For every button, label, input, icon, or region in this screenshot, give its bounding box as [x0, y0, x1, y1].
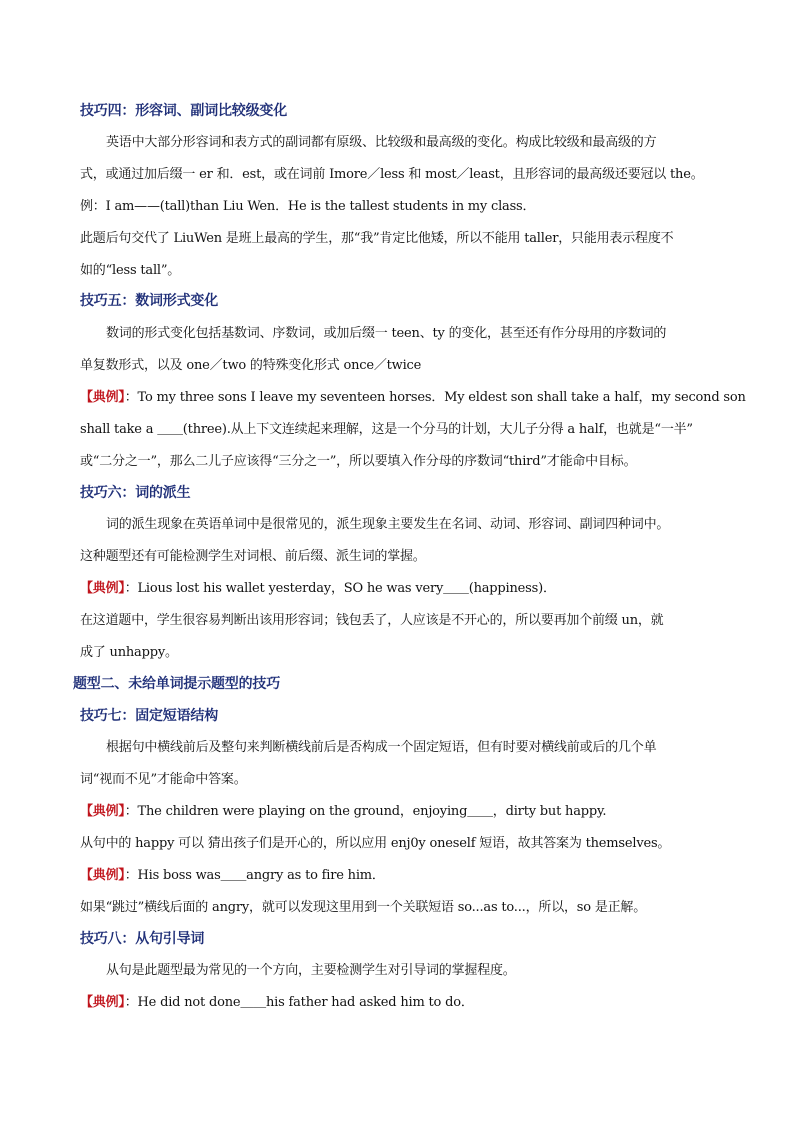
- heading-tip-5: 技巧五：数词形式变化: [80, 293, 218, 309]
- paragraph-line: 成了 unhappy。: [80, 645, 178, 660]
- paragraph-line: 单复数形式，以及 one／two 的特殊变化形式 once／twice: [80, 358, 422, 373]
- example-tag: 【典例】: [80, 995, 125, 1010]
- heading-tip-6: 技巧六：词的派生: [80, 485, 191, 501]
- example-line: [80, 388, 746, 408]
- example-tag: 【典例】: [80, 804, 125, 819]
- paragraph-line: 如果“跳过”横线后面的 angry，就可以发现这里用到一个关联短语 so...as to...，所以，so 是正解。: [80, 900, 647, 915]
- example-tag: 【典例】: [80, 581, 125, 596]
- heading-tip-7: 技巧七：固定短语结构: [80, 708, 218, 724]
- paragraph-line: 从句是此题型最为常见的一个方向，主要检测学生对引导词的掌握程度。: [106, 963, 516, 978]
- paragraph-line: 英语中大部分形容词和表方式的副词都有原级、比较级和最高级的变化。构成比较级和最高级的方: [106, 135, 657, 150]
- heading-tip-4: 技巧四：形容词、副词比较级变化: [80, 103, 287, 119]
- example-text: ：To my three sons I leave my seventeen horses．My eldest son shall take a half，my second son: [124, 390, 746, 405]
- example-text: ：Lious lost his wallet yesterday，SO he was very＿＿(happiness)．: [124, 581, 556, 596]
- paragraph-line: 或“二分之一”，那么二儿子应该得“三分之一”，所以要填入作分母的序数词“third”才能命中目标。: [80, 454, 637, 469]
- paragraph-line: 从句中的 happy 可以 猜出孩子们是开心的，所以应用 enj0y oneself 短语，故其答案为 themselves。: [80, 836, 671, 851]
- paragraph-line: 此题后句交代了 LiuWen 是班上最高的学生，那“我”肯定比他矮，所以不能用 taller，只能用表示程度不: [80, 231, 674, 246]
- heading-tip-8: 技巧八：从句引导词: [80, 931, 205, 947]
- example-tag: 【典例】: [80, 390, 125, 405]
- paragraph-line: 词的派生现象在英语单词中是很常见的，派生现象主要发生在名词、动词、形容词、副词四种词中。: [106, 517, 670, 532]
- paragraph-line: 这种题型还有可能检测学生对词根、前后缀、派生词的掌握。: [80, 549, 426, 564]
- example-line: 例：I am——(tall)than Liu Wen．He is the tallest students in my class．: [80, 199, 536, 214]
- paragraph-line: shall take a ＿＿(three).从上下文连续起来理解，这是一个分马的计划，大儿子分得 a half，也就是“一半”: [80, 422, 693, 437]
- example-line: [80, 993, 474, 1013]
- paragraph-line: 在这道题中，学生很容易判断出该用形容词；钱包丢了，人应该是不开心的，所以要再加个前缀 un，就: [80, 613, 664, 628]
- paragraph-line: 如的“less tall”。: [80, 263, 181, 278]
- example-text: ：He did not done＿＿his father had asked him to do．: [124, 995, 474, 1010]
- paragraph-line: 式，或通过加后缀一 er 和．est，或在词前 Imore／less 和 most／least，且形容词的最高级还要冠以 the。: [80, 167, 704, 182]
- example-tag: 【典例】: [80, 868, 125, 883]
- paragraph-line: 词“视而不见”才能命中答案。: [80, 772, 247, 787]
- example-text: ：His boss was＿＿angry as to fire him．: [124, 868, 385, 883]
- example-text: ：The children were playing on the ground，enjoying＿＿，dirty but happy.: [124, 804, 607, 819]
- paragraph-line: 根据句中横线前后及整句来判断横线前后是否构成一个固定短语，但有时要对横线前或后的几个单: [106, 740, 657, 755]
- example-line: [80, 802, 606, 822]
- paragraph-line: 数词的形式变化包括基数词、序数词，或加后缀一 teen、ty 的变化，甚至还有作分母用的序数词的: [106, 326, 667, 341]
- example-line: [80, 579, 556, 599]
- heading-question-type-2: 题型二、未给单词提示题型的技巧: [73, 676, 280, 692]
- example-line: [80, 866, 385, 886]
